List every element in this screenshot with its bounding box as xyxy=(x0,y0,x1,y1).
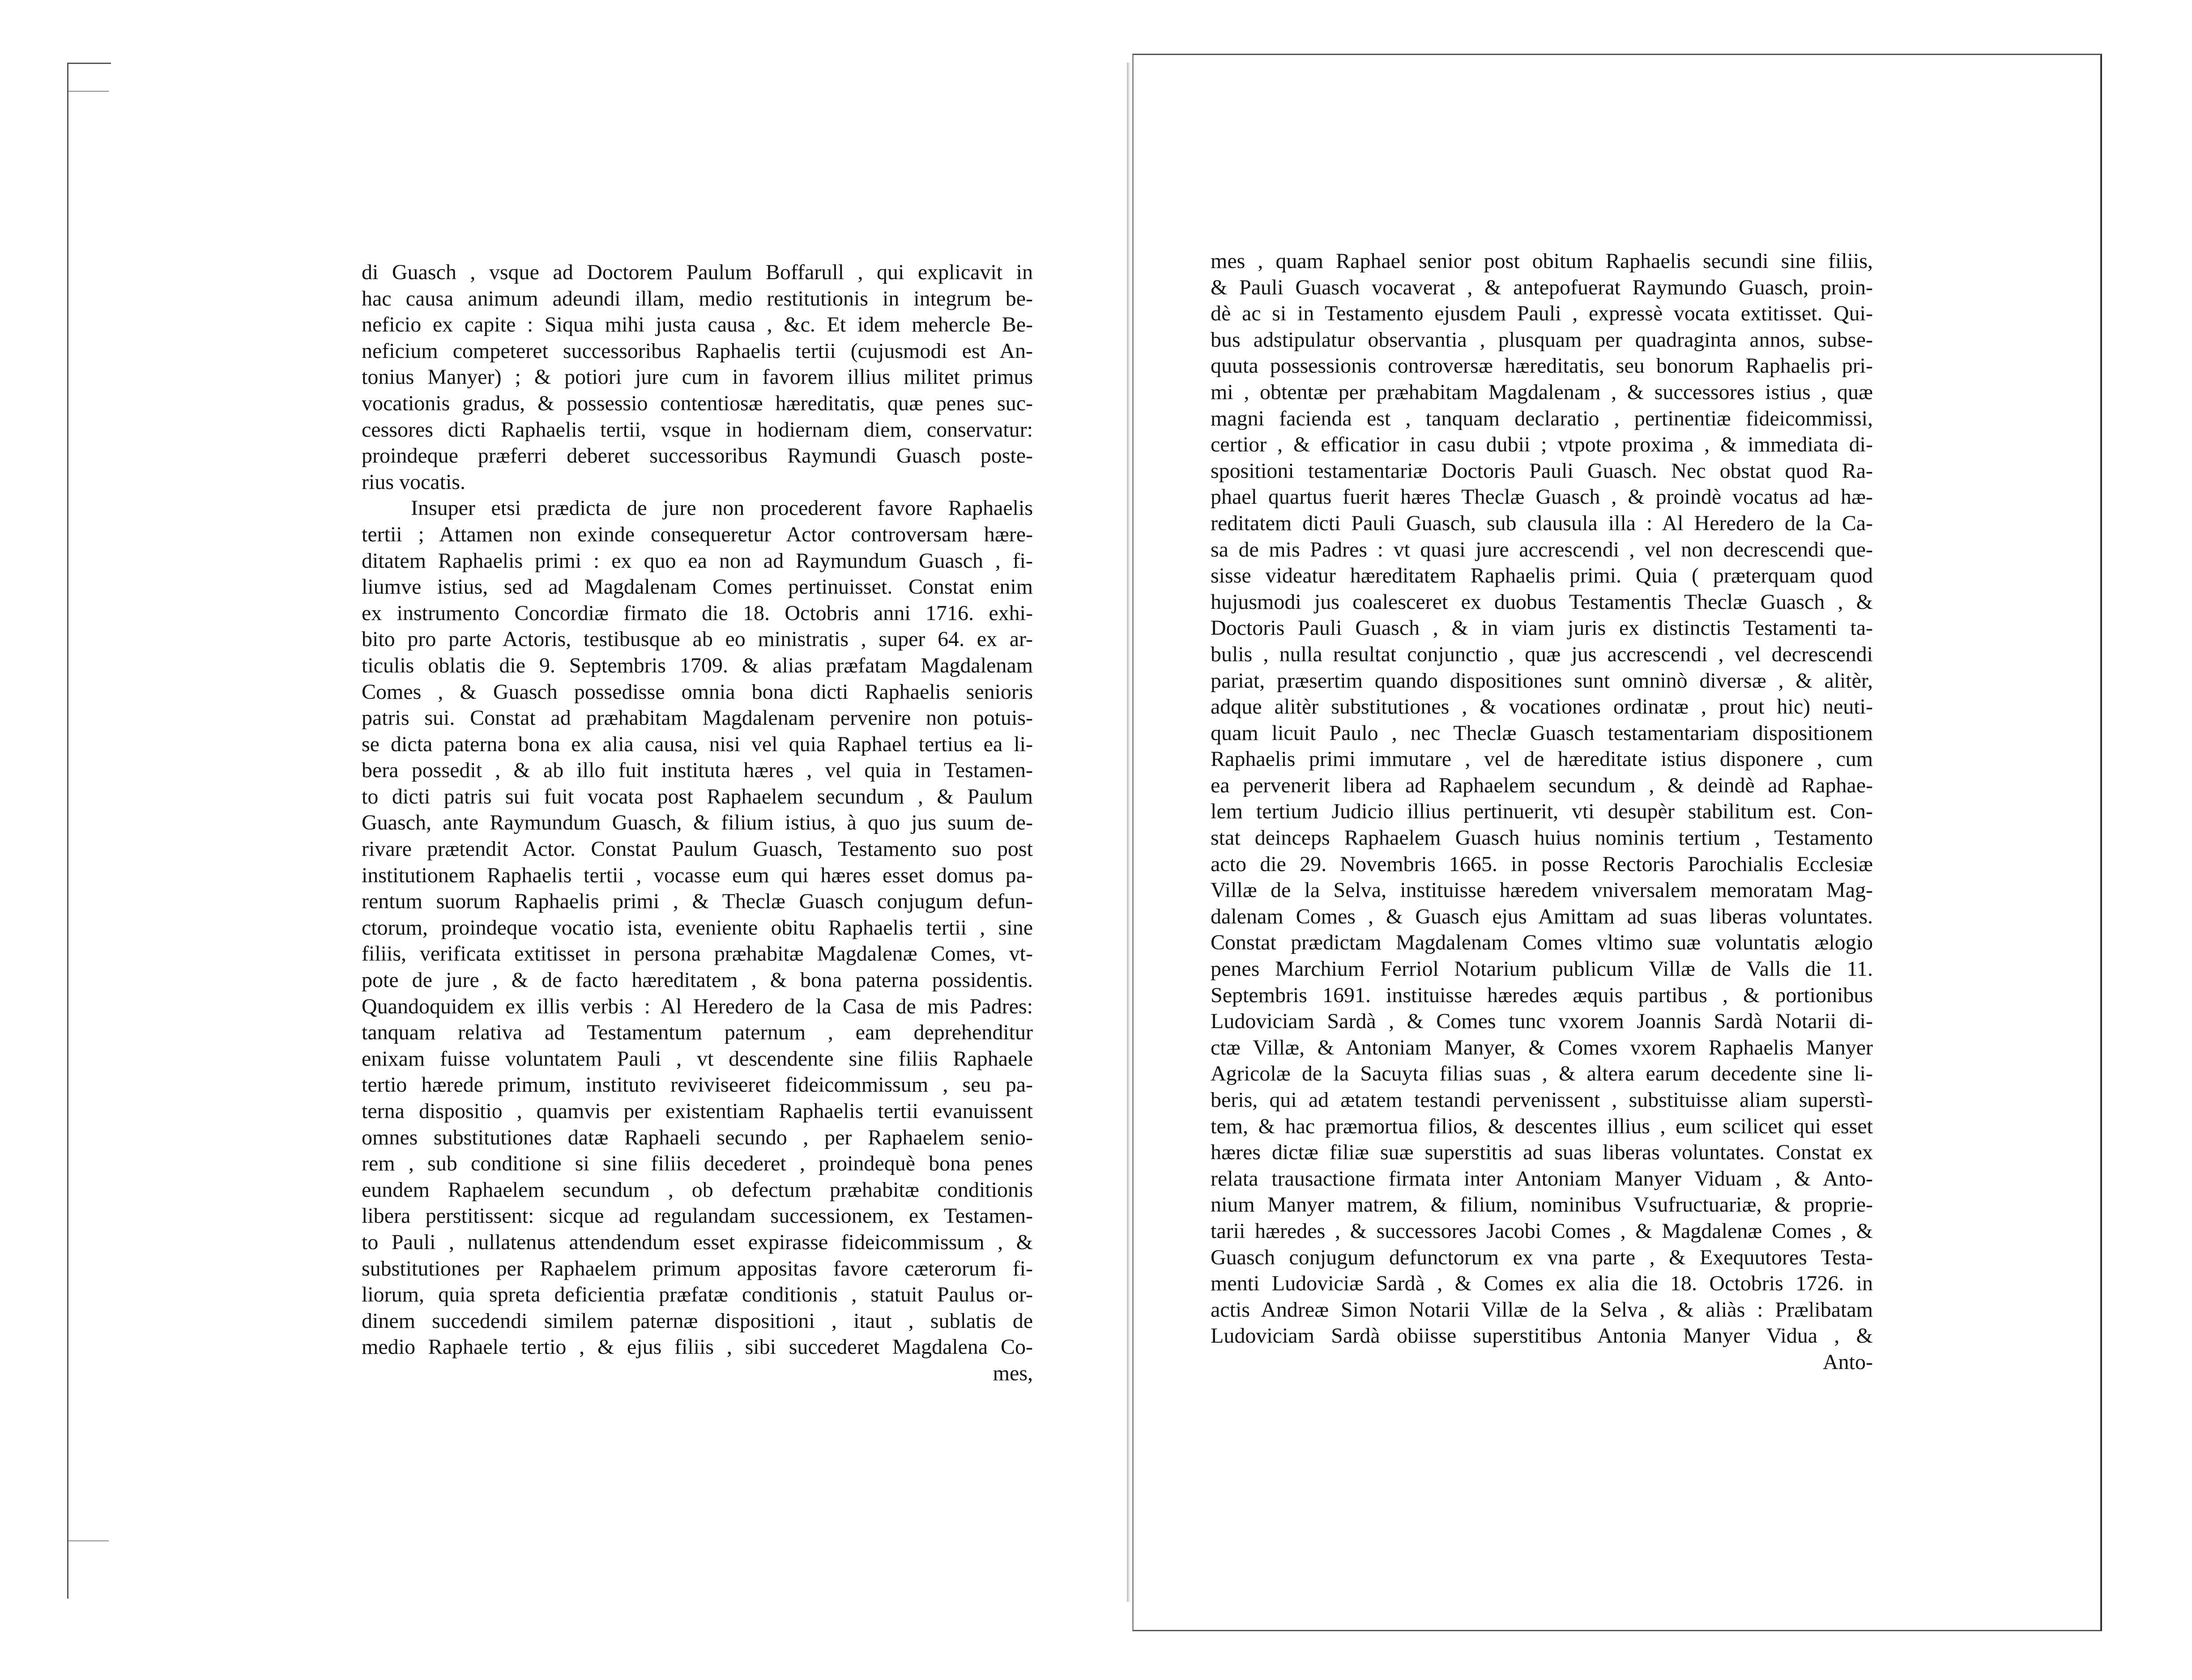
text-line: se dicta paterna bona ex alia causa, nisi vel quia Raphael tertius ea li- xyxy=(362,732,1033,756)
left-page-text xyxy=(362,259,1033,1387)
text-line: rentum suorum Raphaelis primi , & Theclæ Guasch conjugum defun- xyxy=(362,889,1033,914)
text-line: bus adstipulatur observantia , plusquam per quadraginta annos, subse- xyxy=(1211,327,1873,352)
text-line: dè ac si in Testamento ejusdem Pauli , expressè vocata extitisset. Qui- xyxy=(1211,302,1873,326)
text-line: nium Manyer matrem, & filium, nominibus Vsufructuariæ, & proprie- xyxy=(1211,1193,1873,1217)
text-line: Guasch, ante Raymundum Guasch, & filium istius, à quo jus suum de- xyxy=(362,811,1033,835)
text-line: stat deinceps Raphaelem Guasch huius nominis tertium , Testamento xyxy=(1211,826,1873,850)
text-line: dinem succedendi similem paternæ dispositioni , itaut , sublatis de xyxy=(362,1309,1033,1333)
text-line: Ludoviciam Sardà , & Comes tunc vxorem Joannis Sardà Notarii di- xyxy=(1211,1009,1873,1034)
text-line: tanquam relativa ad Testamentum paternum , eam deprehenditur xyxy=(362,1021,1033,1045)
text-line: mi , obtentæ per præhabitam Magdalenam , & successores istius , quæ xyxy=(1211,380,1873,404)
text-line: ctorum, proindeque vocatio ista, eveniente obitu Raphaelis tertii , sine xyxy=(362,915,1033,940)
text-line: pariat, præsertim quando dispositiones sunt omninò diversæ , & alitèr, xyxy=(1211,668,1873,693)
text-line: & Pauli Guasch vocaverat , & antepofuerat Raymundo Guasch, proin- xyxy=(1211,275,1873,299)
text-line: ex instrumento Concordiæ firmato die 18. Octobris anni 1716. exhi- xyxy=(362,601,1033,625)
text-line: libera perstitissent: sicque ad regulandam successionem, ex Testamen- xyxy=(362,1204,1033,1228)
text-line: mes , quam Raphael senior post obitum Raphaelis secundi sine filiis, xyxy=(1211,249,1873,273)
text-line: bulis , nulla resultat conjunctio , quæ jus accrescendi , vel decrescendi xyxy=(1211,642,1873,666)
text-line: ticulis oblatis die 9. Septembris 1709. & alias præfatam Magdalenam xyxy=(362,653,1033,677)
text-line: rivare prætendit Actor. Constat Paulum Guasch, Testamento suo post xyxy=(362,837,1033,861)
text-line: certior , & efficatior in casu dubii ; vtpote proxima , & immediata di- xyxy=(1211,433,1873,457)
text-line: actis Andreæ Simon Notarii Villæ de la Selva , & aliàs : Prælibatam xyxy=(1211,1297,1873,1322)
text-line: tertio hærede primum, instituto reviviseeret fideicommissum , seu pa- xyxy=(362,1073,1033,1097)
text-line: ditatem Raphaelis primi : ex quo ea non ad Raymundum Guasch , fi- xyxy=(362,549,1033,573)
text-line: reditatem dicti Pauli Guasch, sub clausula illa : Al Heredero de la Ca- xyxy=(1211,511,1873,535)
text-line: Constat prædictam Magdalenam Comes vltimo suæ voluntatis ælogio xyxy=(1211,931,1873,955)
text-line: liorum, quia spreta deficientia præfatæ conditionis , statuit Paulus or- xyxy=(362,1283,1033,1307)
text-line: quam licuit Paulo , nec Theclæ Guasch testamentariam dispositionem xyxy=(1211,721,1873,745)
text-line: penes Marchium Ferriol Notarium publicum Villæ de Valls die 11. xyxy=(1211,957,1873,981)
text-line: pote de jure , & de facto hæreditatem , & bona paterna possidentis. xyxy=(362,968,1033,992)
text-line: bito pro parte Actoris, testibusque ab eo ministratis , super 64. ex ar- xyxy=(362,627,1033,651)
text-line: tonius Manyer) ; & potiori jure cum in favorem illius militet primus xyxy=(362,365,1033,389)
text-line: to Pauli , nullatenus attendendum esset expirasse fideicommissum , & xyxy=(362,1230,1033,1254)
text-line: neficium competeret successoribus Raphaelis tertii (cujusmodi est An- xyxy=(362,339,1033,363)
book-gutter xyxy=(1127,63,1130,1602)
text-line: institutionem Raphaelis tertii , vocasse eum qui hæres esset domus pa- xyxy=(362,863,1033,887)
text-line: dalenam Comes , & Guasch ejus Amittam ad suas liberas voluntates. xyxy=(1211,904,1873,928)
text-line: lem tertium Judicio illius pertinuerit, vti desupèr stabilitum est. Con- xyxy=(1211,800,1873,824)
text-line: Villæ de la Selva, instituisse hæredem vniversalem memoratam Mag- xyxy=(1211,878,1873,902)
text-line: spositioni testamentariæ Doctoris Pauli Guasch. Nec obstat quod Ra- xyxy=(1211,459,1873,483)
text-line: Doctoris Pauli Guasch , & in viam juris ex distinctis Testamenti ta- xyxy=(1211,616,1873,640)
text-line: relata trausactione firmata inter Antoniam Manyer Viduam , & Anto- xyxy=(1211,1166,1873,1191)
text-line: bera possedit , & ab illo fuit instituta hæres , vel quia in Testamen- xyxy=(362,758,1033,783)
text-line: quuta possessionis controversæ hæreditatis, seu bonorum Raphaelis pri- xyxy=(1211,354,1873,378)
text-line: substitutiones per Raphaelem primum appositas favore cæterorum fi- xyxy=(362,1256,1033,1280)
text-line: Quandoquidem ex illis verbis : Al Heredero de la Casa de mis Padres: xyxy=(362,994,1033,1018)
text-line: enixam fuisse voluntatem Pauli , vt descendente sine filiis Raphaele xyxy=(362,1046,1033,1071)
text-line: Agricolæ de la Sacuyta filias suas , & altera earum decedente sine li- xyxy=(1211,1062,1873,1086)
text-line: Septembris 1691. instituisse hæredes æquis partibus , & portionibus xyxy=(1211,983,1873,1007)
text-line: ea pervenerit libera ad Raphaelem secundum , & deindè ad Raphae- xyxy=(1211,773,1873,797)
text-line: neficio ex capite : Siqua mihi justa causa , &c. Et idem mehercle Be- xyxy=(362,313,1033,337)
text-line: di Guasch , vsque ad Doctorem Paulum Boffarull , qui explicavit in xyxy=(362,260,1033,284)
text-line: Insuper etsi prædicta de jure non procederent favore Raphaelis xyxy=(411,496,1033,520)
text-line: eundem Raphaelem secundum , ob defectum præhabitæ conditionis xyxy=(362,1178,1033,1202)
text-line: tarii hæredes , & successores Jacobi Comes , & Magdalenæ Comes , & xyxy=(1211,1219,1873,1243)
catchword: mes, xyxy=(993,1361,1033,1385)
text-line: tem, & hac præmortua filios, & descentes illius , eum scilicet qui esset xyxy=(1211,1114,1873,1138)
text-line: hac causa animum adeundi illam, medio restitutionis in integrum be- xyxy=(362,286,1033,310)
right-page-text xyxy=(1211,248,1873,1376)
text-line: rem , sub conditione si sine filiis decederet , proindequè bona penes xyxy=(362,1152,1033,1176)
text-line: proindeque præferri deberet successoribus Raymundi Guasch poste- xyxy=(362,444,1033,468)
text-line: hujusmodi jus coalesceret ex duobus Testamentis Theclæ Guasch , & xyxy=(1211,590,1873,614)
text-line: patris sui. Constat ad præhabitam Magdalenam pervenire non potuis- xyxy=(362,706,1033,730)
text-line: Ludoviciam Sardà obiisse superstitibus Antonia Manyer Vidua , & xyxy=(1211,1324,1873,1348)
text-line: ctæ Villæ, & Antoniam Manyer, & Comes vxorem Raphaelis Manyer xyxy=(1211,1035,1873,1059)
text-line: phael quartus fuerit hæres Theclæ Guasch , & proindè vocatus ad hæ- xyxy=(1211,485,1873,509)
text-line: tertii ; Attamen non exinde consequeretur Actor controversam hære- xyxy=(362,522,1033,546)
text-line: liumve istius, sed ad Magdalenam Comes pertinuisset. Constat enim xyxy=(362,575,1033,599)
text-line: menti Ludoviciæ Sardà , & Comes ex alia die 18. Octobris 1726. in xyxy=(1211,1272,1873,1296)
text-line: vocationis gradus, & possessio contentiosæ hæreditatis, quæ penes suc- xyxy=(362,391,1033,415)
text-line: to dicti patris sui fuit vocata post Raphaelem secundum , & Paulum xyxy=(362,784,1033,808)
text-line: adque alitèr substitutiones , & vocationes ordinatæ , prout hic) neuti- xyxy=(1211,695,1873,719)
text-line: Raphaelis primi immutare , vel de hæreditate istius disponere , cum xyxy=(1211,747,1873,771)
text-line: magni facienda est , tanquam declaratio , pertinentiæ fideicommissi, xyxy=(1211,406,1873,430)
text-line: beris, qui ad ætatem testandi pervenissent , substituisse aliam superstì- xyxy=(1211,1088,1873,1112)
text-line: hæres dictæ filiæ suæ superstitis ad suas liberas voluntates. Constat ex xyxy=(1211,1140,1873,1165)
text-line: rius vocatis. xyxy=(362,470,465,494)
text-line: filiis, verificata extitisset in persona præhabitæ Magdalenæ Comes, vt- xyxy=(362,942,1033,966)
text-line: medio Raphaele tertio , & ejus filiis , sibi succederet Magdalena Co- xyxy=(362,1335,1033,1359)
text-line: terna dispositio , quamvis per existentiam Raphaelis tertii evanuissent xyxy=(362,1099,1033,1123)
text-line: sa de mis Padres : vt quasi jure accrescendi , vel non decrescendi que- xyxy=(1211,537,1873,561)
text-line: Comes , & Guasch possedisse omnia bona dicti Raphaelis senioris xyxy=(362,680,1033,704)
text-line: omnes substitutiones datæ Raphaeli secundo , per Raphaelem senio- xyxy=(362,1125,1033,1149)
text-line: cessores dicti Raphaelis tertii, vsque in hodiernam diem, conservatur: xyxy=(362,417,1033,442)
text-line: Guasch conjugum defunctorum ex vna parte , & Exequutores Testa- xyxy=(1211,1245,1873,1269)
catchword: Anto- xyxy=(1823,1350,1873,1374)
text-line: acto die 29. Novembris 1665. in posse Rectoris Parochialis Ecclesiæ xyxy=(1211,852,1873,876)
text-line: sisse videatur hæreditatem Raphaelis primi. Quia ( præterquam quod xyxy=(1211,564,1873,588)
